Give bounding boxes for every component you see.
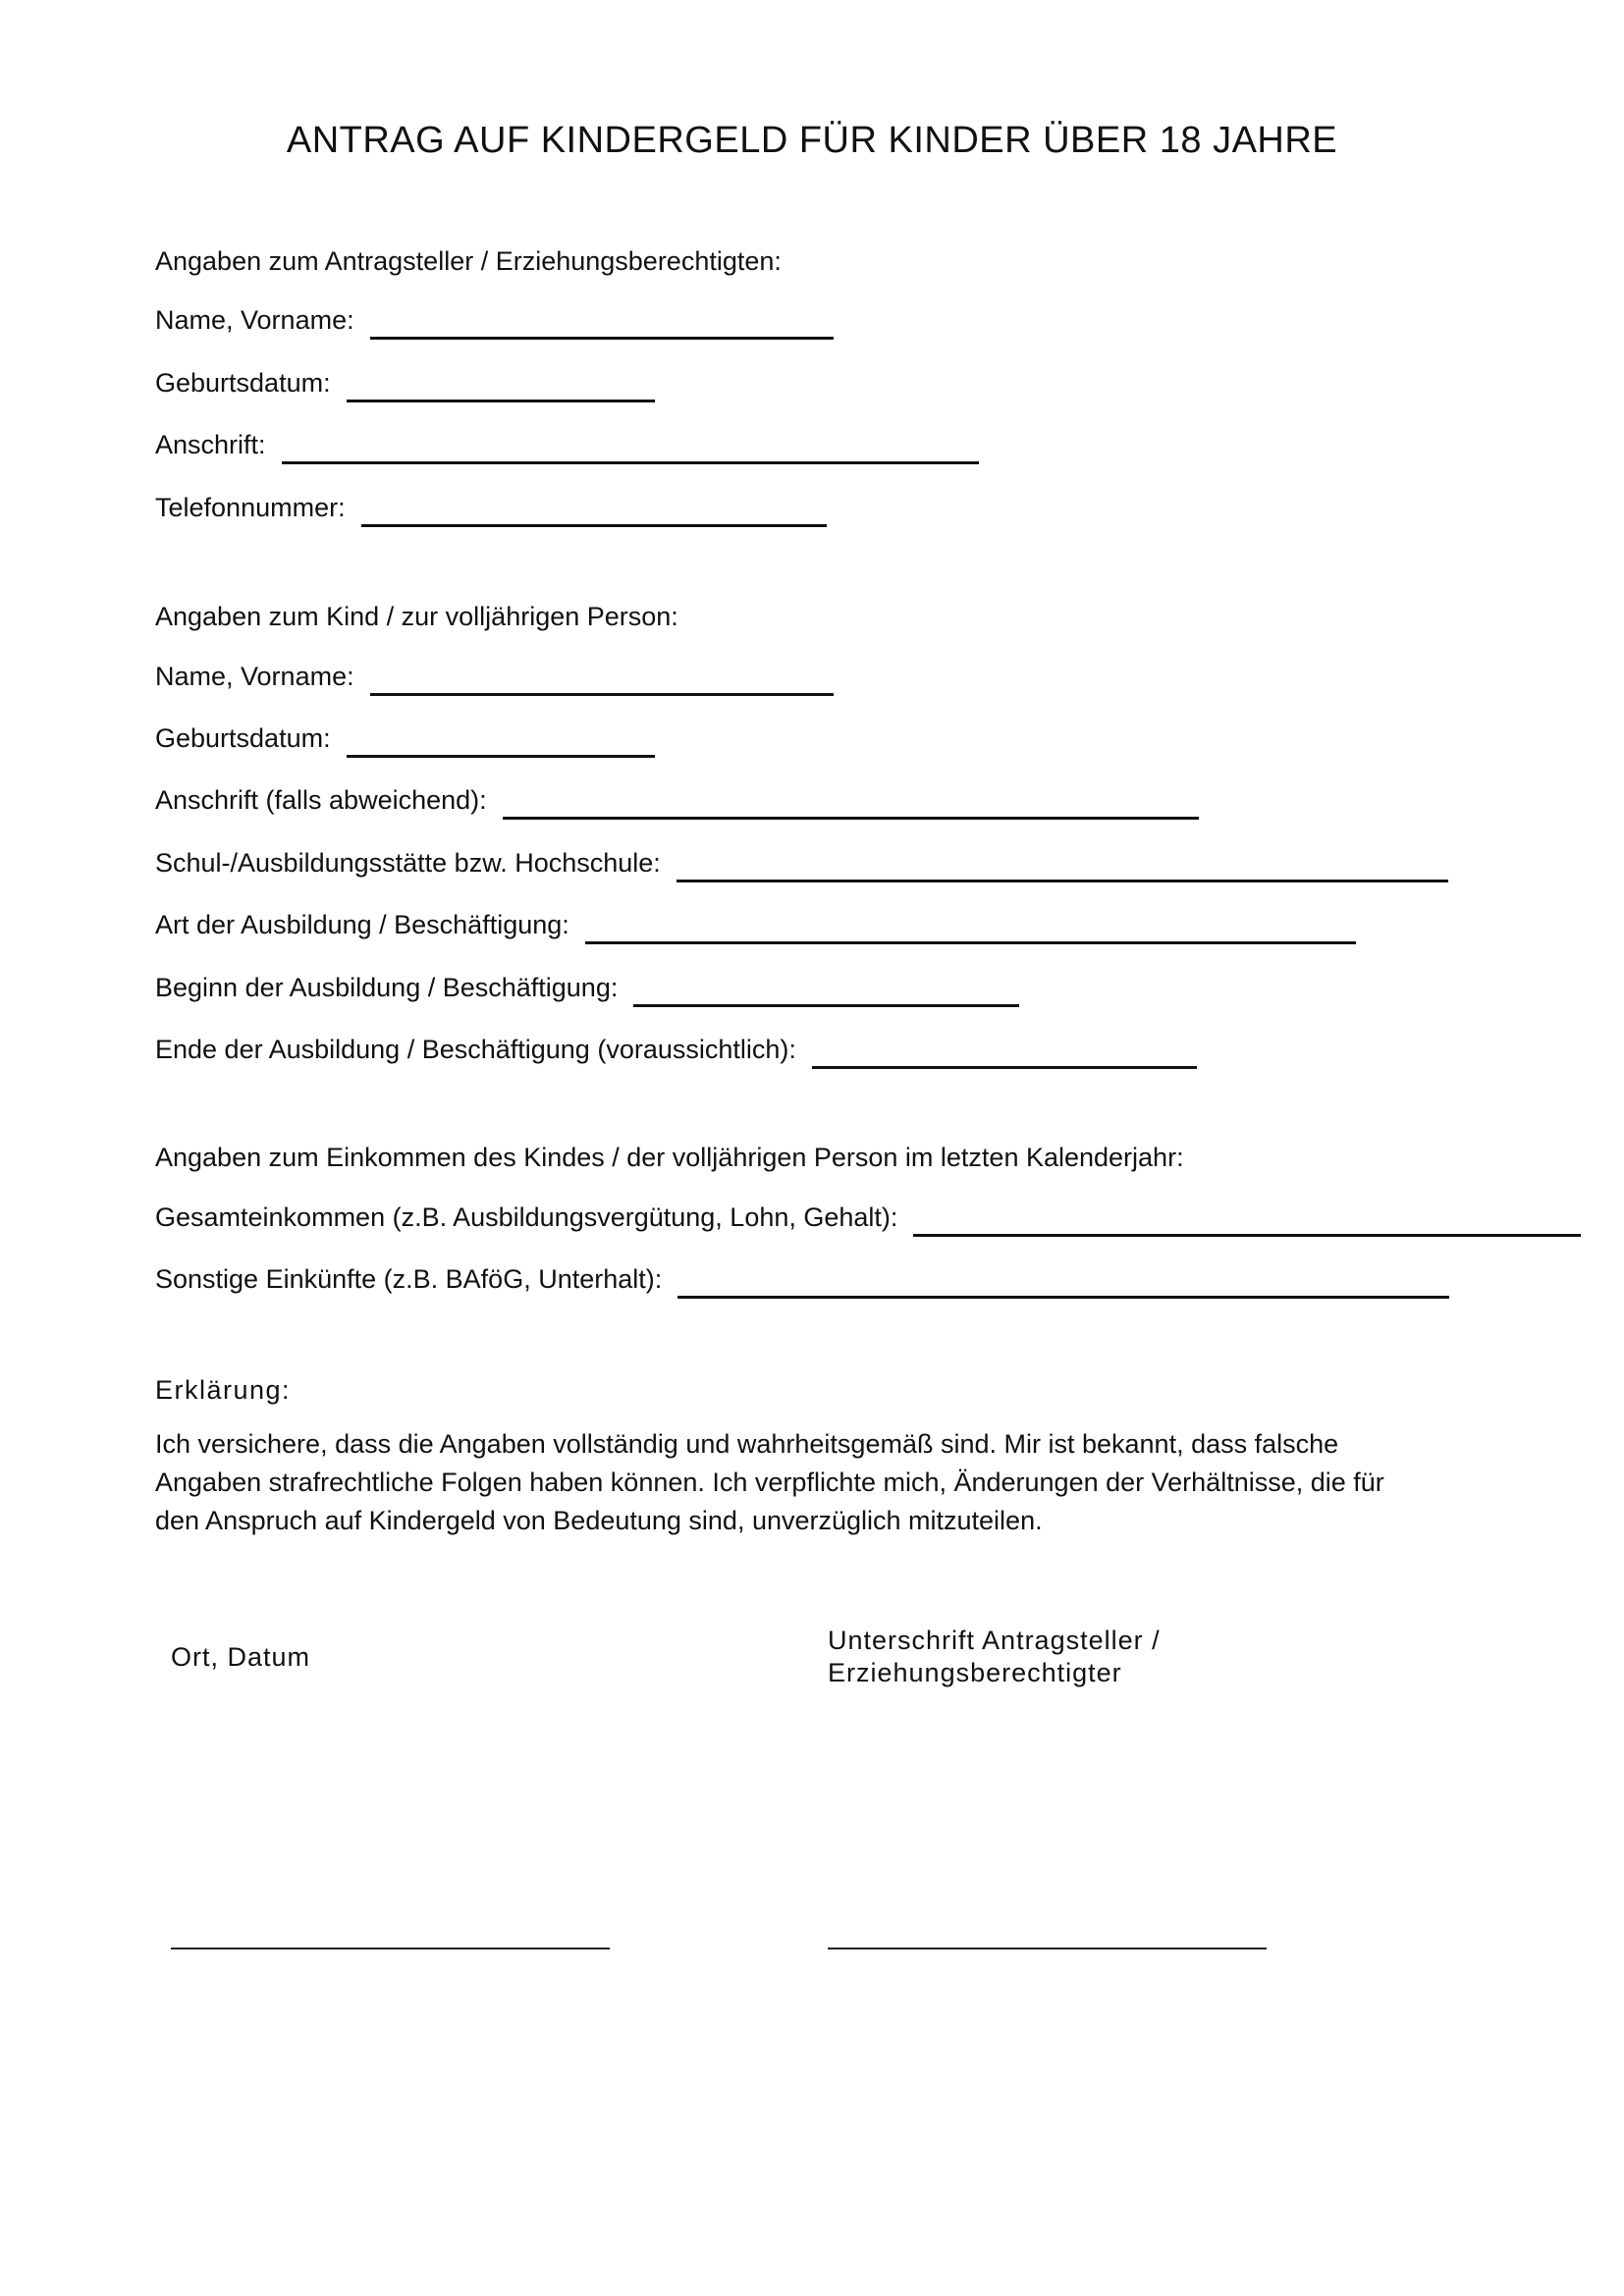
applicant-section-heading: Angaben zum Antragsteller / Erziehungsberechtigten: (155, 246, 782, 276)
child-training-type-field[interactable] (585, 910, 1356, 944)
applicant-phone-label: Telefonnummer: (155, 493, 346, 522)
applicant-phone-field[interactable] (361, 493, 827, 527)
income-total-field[interactable] (913, 1202, 1581, 1237)
income-total-label: Gesamteinkommen (z.B. Ausbildungsvergütung, Lohn, Gehalt): (155, 1202, 898, 1232)
child-name-label: Name, Vorname: (155, 662, 354, 691)
signature-label-line-2: Erziehungsberechtigter (828, 1658, 1122, 1687)
declaration-line-3: den Anspruch auf Kindergeld von Bedeutung sind, unverzüglich mitzuteilen. (155, 1506, 1043, 1535)
child-school-label: Schul-/Ausbildungsstätte bzw. Hochschule: (155, 848, 661, 878)
declaration-title: Erklärung: (155, 1375, 292, 1405)
income-section-heading: Angaben zum Einkommen des Kindes / der volljährigen Person im letzten Kalenderjahr: (155, 1143, 1184, 1172)
child-training-start-field[interactable] (633, 973, 1019, 1007)
declaration-line-2: Angaben strafrechtliche Folgen haben können. Ich verpflichte mich, Änderungen der Verhältnisse, die für (155, 1468, 1384, 1497)
signature-line[interactable] (828, 1948, 1267, 1949)
child-training-end-field[interactable] (812, 1035, 1197, 1069)
income-other-label: Sonstige Einkünfte (z.B. BAföG, Unterhalt): (155, 1264, 663, 1294)
applicant-address-row (155, 419, 979, 462)
place-date-line[interactable] (171, 1948, 610, 1949)
child-birthdate-row (155, 713, 655, 756)
child-birthdate-field[interactable] (347, 723, 655, 758)
applicant-address-field[interactable] (282, 430, 979, 464)
child-address-field[interactable] (503, 785, 1199, 820)
child-section-heading: Angaben zum Kind / zur volljährigen Person: (155, 602, 678, 631)
applicant-birthdate-row (155, 357, 655, 400)
form-title: ANTRAG AUF KINDERGELD FÜR KINDER ÜBER 18 JAHRE (286, 120, 1338, 161)
applicant-phone-row (155, 482, 827, 525)
place-date-label: Ort, Datum (171, 1642, 311, 1672)
applicant-birthdate-field[interactable] (347, 368, 655, 402)
child-training-start-label: Beginn der Ausbildung / Beschäftigung: (155, 973, 619, 1002)
applicant-name-field[interactable] (370, 305, 834, 340)
signature-label-line-1: Unterschrift Antragsteller / (828, 1626, 1161, 1655)
child-training-type-label: Art der Ausbildung / Beschäftigung: (155, 910, 569, 939)
child-birthdate-label: Geburtsdatum: (155, 723, 331, 753)
child-school-row (155, 837, 1448, 881)
declaration-text (155, 1425, 1461, 1540)
child-training-start-row (155, 962, 1019, 1005)
child-training-end-row (155, 1024, 1197, 1067)
child-name-row (155, 651, 834, 694)
applicant-name-label: Name, Vorname: (155, 305, 354, 335)
child-address-row (155, 774, 1199, 818)
child-address-label: Anschrift (falls abweichend): (155, 785, 487, 815)
income-other-field[interactable] (677, 1264, 1449, 1299)
income-total-row (155, 1192, 1581, 1235)
applicant-birthdate-label: Geburtsdatum: (155, 368, 331, 398)
signature-label (828, 1625, 1161, 1689)
child-training-type-row (155, 899, 1356, 942)
child-school-field[interactable] (677, 848, 1448, 882)
declaration-line-1: Ich versichere, dass die Angaben vollständig und wahrheitsgemäß sind. Mir ist bekannt, dass falsche (155, 1429, 1339, 1459)
applicant-address-label: Anschrift: (155, 430, 266, 459)
income-other-row (155, 1254, 1449, 1297)
child-name-field[interactable] (370, 662, 834, 696)
applicant-name-row (155, 294, 834, 338)
child-training-end-label: Ende der Ausbildung / Beschäftigung (voraussichtlich): (155, 1035, 796, 1064)
